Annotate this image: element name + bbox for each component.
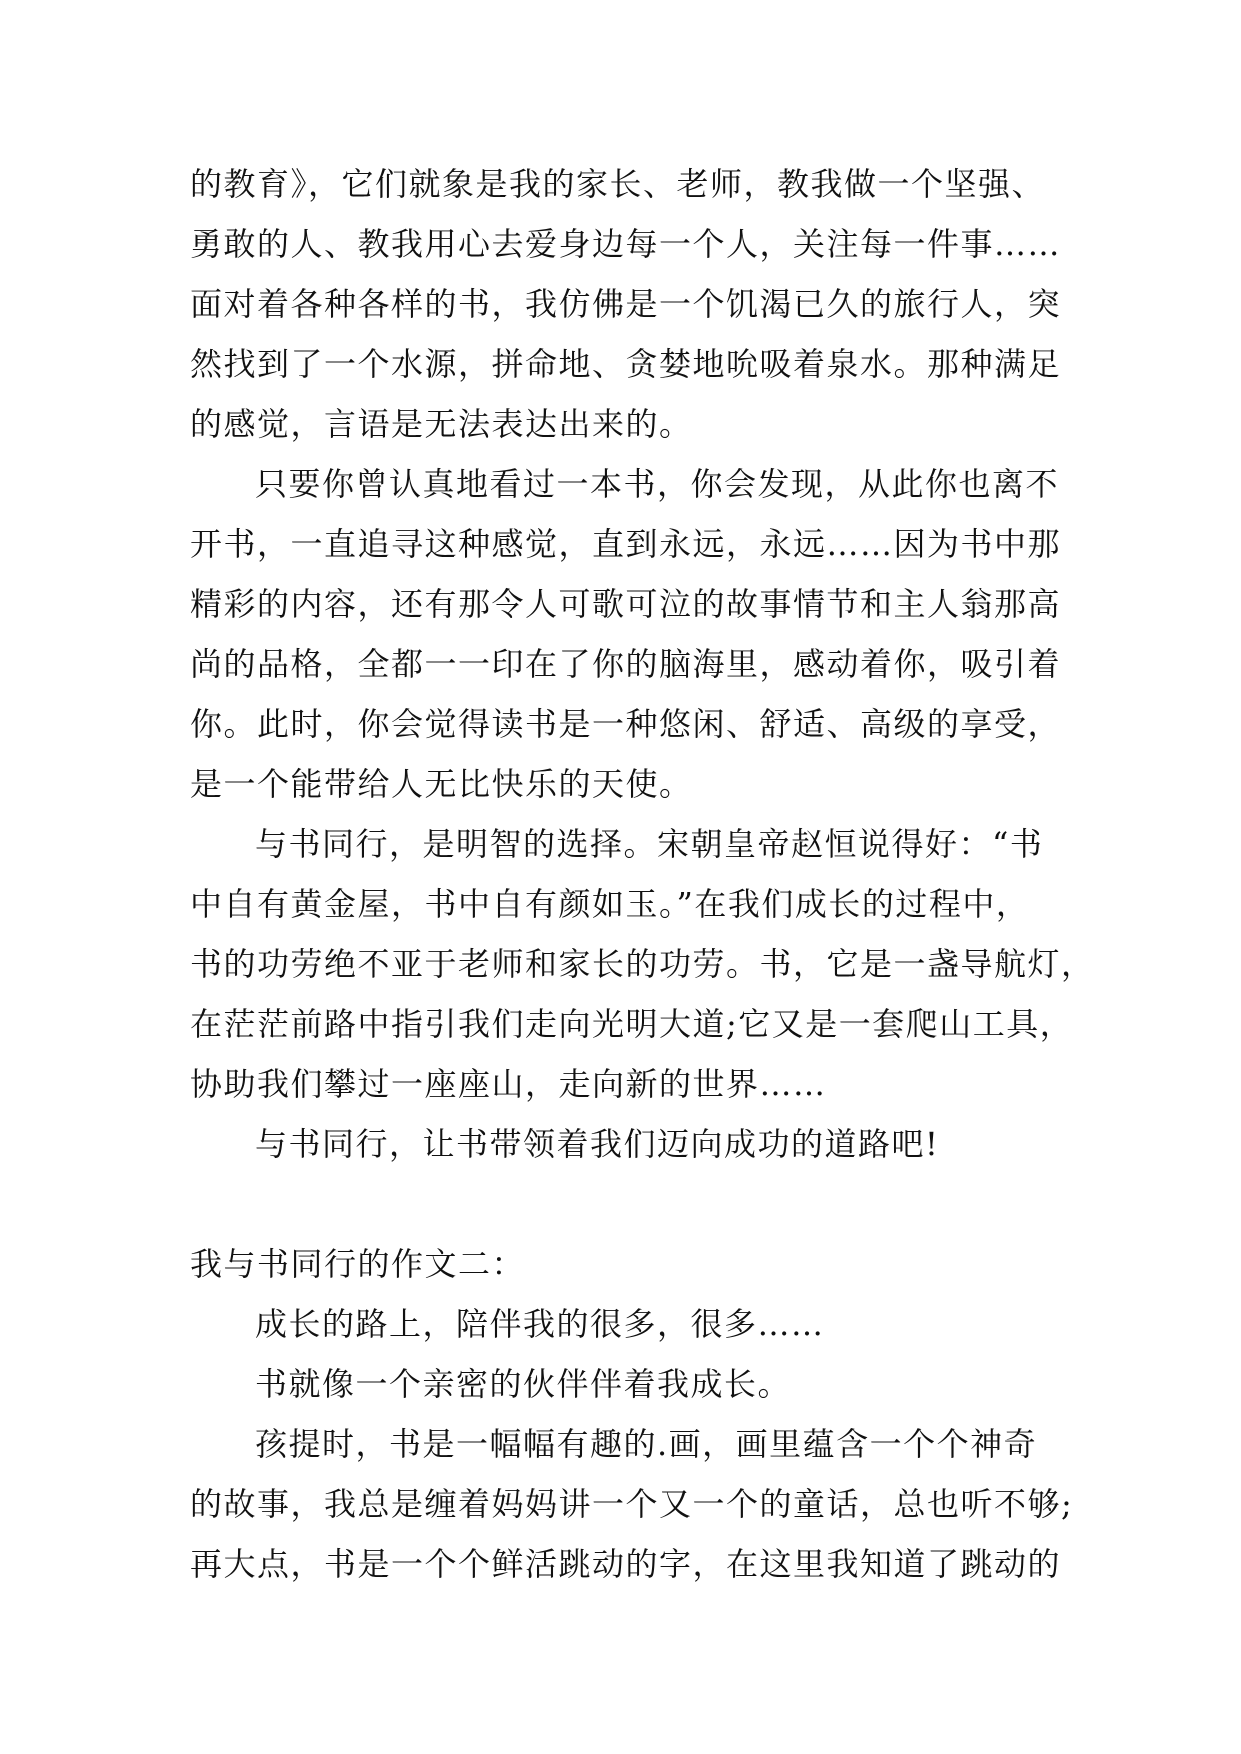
text-line: 勇敢的人、教我用心去爱身边每一个人，关注每一件事…… — [190, 225, 1062, 263]
text-line: 再大点，书是一个个鲜活跳动的字，在这里我知道了跳动的 — [190, 1545, 1062, 1583]
paragraph-first-line: 书就像一个亲密的伙伴伴着我成长。 — [255, 1365, 792, 1403]
text-line: 是一个能带给人无比快乐的天使。 — [190, 765, 693, 803]
text-line: 中自有黄金屋，书中自有颜如玉。”在我们成长的过程中， — [190, 885, 1030, 923]
paragraph-first-line: 与书同行，让书带领着我们迈向成功的道路吧! — [255, 1125, 940, 1163]
text-line: 协助我们攀过一座座山，走向新的世界…… — [190, 1065, 827, 1103]
text-line: 面对着各种各样的书，我仿佛是一个饥渴已久的旅行人，突 — [190, 285, 1062, 323]
text-line: 的故事，我总是缠着妈妈讲一个又一个的童话，总也听不够; — [190, 1485, 1074, 1523]
text-line: 然找到了一个水源，拼命地、贪婪地吮吸着泉水。那种满足 — [190, 345, 1062, 383]
paragraph-first-line: 与书同行，是明智的选择。宋朝皇帝赵恒说得好：“书 — [255, 825, 1044, 863]
text-line: 的感觉，言语是无法表达出来的。 — [190, 405, 693, 443]
paragraph-first-line: 成长的路上，陪伴我的很多，很多…… — [255, 1305, 825, 1343]
section-heading: 我与书同行的作文二： — [190, 1245, 526, 1283]
text-line: 在茫茫前路中指引我们走向光明大道;它又是一套爬山工具， — [190, 1005, 1074, 1043]
text-line: 你。此时，你会觉得读书是一种悠闲、舒适、高级的享受， — [190, 705, 1062, 743]
text-line: 开书，一直追寻这种感觉，直到永远，永远……因为书中那 — [190, 525, 1062, 563]
text-line: 精彩的内容，还有那令人可歌可泣的故事情节和主人翁那高 — [190, 585, 1062, 623]
text-line: 的教育》，它们就象是我的家长、老师，教我做一个坚强、 — [190, 165, 1046, 203]
paragraph-first-line: 孩提时，书是一幅幅有趣的.画，画里蕴含一个个神奇 — [255, 1425, 1038, 1463]
text-line: 书的功劳绝不亚于老师和家长的功劳。书，它是一盏导航灯， — [190, 945, 1095, 983]
paragraph-first-line: 只要你曾认真地看过一本书，你会发现，从此你也离不 — [255, 465, 1060, 503]
text-line: 尚的品格，全都一一印在了你的脑海里，感动着你，吸引着 — [190, 645, 1062, 683]
